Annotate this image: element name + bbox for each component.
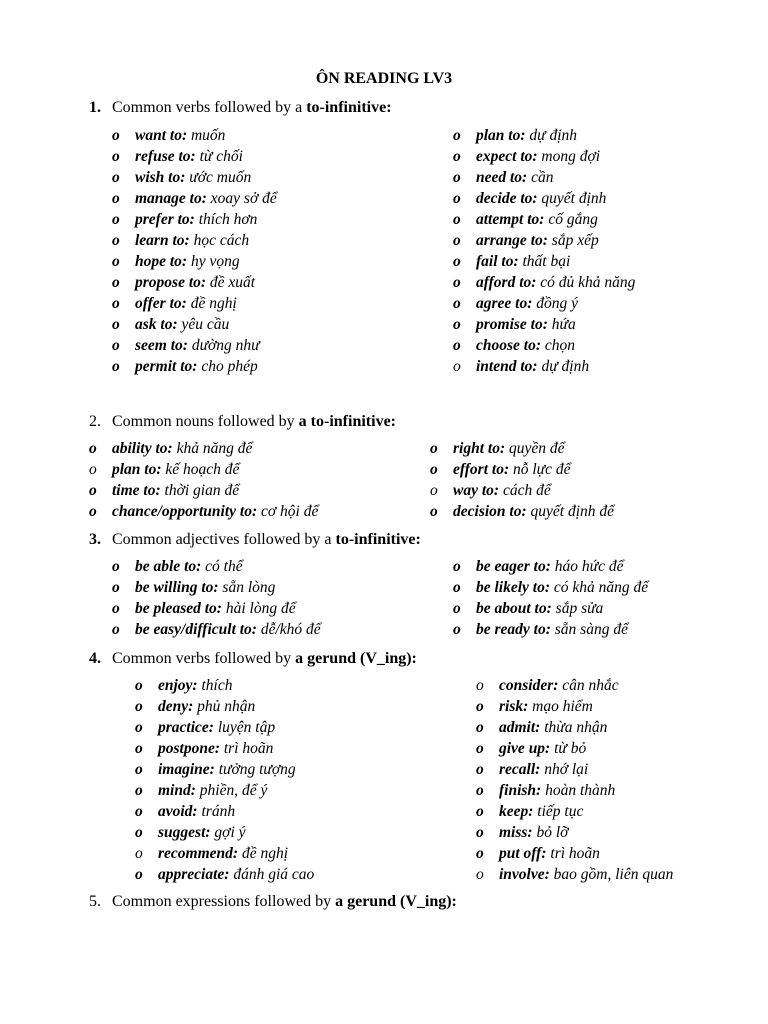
bullet-icon: o <box>476 761 484 778</box>
list-item <box>135 675 314 696</box>
list-item <box>476 738 673 759</box>
list-item-meaning: phiền, để ý <box>195 782 268 799</box>
list-item-term: plan to: <box>112 461 162 478</box>
list-item <box>135 864 314 885</box>
section-bold: to-infinitive: <box>306 99 392 116</box>
list-item-term: decision to: <box>453 503 527 520</box>
bullet-icon: o <box>453 211 461 228</box>
list-item-term: be willing to: <box>135 579 219 596</box>
list-item <box>112 556 321 577</box>
list-item-term: admit: <box>499 719 541 736</box>
bullet-icon: o <box>135 782 143 799</box>
list-item-term: recommend: <box>158 845 239 862</box>
list-item <box>112 167 277 188</box>
list-item-term: intend to: <box>476 358 538 375</box>
section-2-right-list <box>430 438 614 522</box>
list-item-term: permit to: <box>135 358 198 375</box>
bullet-icon: o <box>112 558 120 575</box>
list-item-term: be eager to: <box>476 558 551 575</box>
bullet-icon: o <box>453 295 461 312</box>
list-item-meaning: bao gồm, liên quan <box>549 866 674 883</box>
bullet-icon: o <box>453 169 461 186</box>
list-item <box>89 459 318 480</box>
bullet-icon: o <box>476 740 484 757</box>
section-number: 4. <box>89 650 101 667</box>
list-item-term: offer to: <box>135 295 187 312</box>
bullet-icon: o <box>453 558 461 575</box>
list-item <box>453 356 635 377</box>
list-item-term: effort to: <box>453 461 510 478</box>
list-item-term: finish: <box>499 782 542 799</box>
list-item-term: right to: <box>453 440 506 457</box>
list-item-meaning: mong đợi <box>537 148 601 165</box>
bullet-icon: o <box>112 579 120 596</box>
list-item-term: ask to: <box>135 316 178 333</box>
list-item <box>112 335 277 356</box>
list-item-meaning: dường như <box>187 337 260 354</box>
list-item-meaning: khả năng để <box>172 440 253 457</box>
list-item-term: be ready to: <box>476 621 551 638</box>
page-title: ÔN READING LV3 <box>315 70 453 87</box>
list-item <box>476 864 673 885</box>
list-item <box>135 759 314 780</box>
list-item-term: manage to: <box>135 190 207 207</box>
list-item <box>476 759 673 780</box>
list-item-meaning: cách để <box>499 482 551 499</box>
bullet-icon: o <box>453 621 461 638</box>
bullet-icon: o <box>135 866 143 883</box>
list-item <box>453 577 648 598</box>
section-number: 2. <box>89 413 101 430</box>
bullet-icon: o <box>135 719 143 736</box>
list-item <box>135 843 314 864</box>
list-item-term: expect to: <box>476 148 538 165</box>
section-bold: a gerund (V_ing): <box>335 893 457 910</box>
bullet-icon: o <box>453 316 461 333</box>
bullet-icon: o <box>453 274 461 291</box>
bullet-icon: o <box>112 358 120 375</box>
list-item <box>112 272 277 293</box>
list-item-term: practice: <box>158 719 214 736</box>
list-item-meaning: luyện tập <box>213 719 276 736</box>
list-item-term: afford to: <box>476 274 537 291</box>
bullet-icon: o <box>476 677 484 694</box>
section-3-heading <box>89 529 421 551</box>
list-item-term: promise to: <box>476 316 548 333</box>
bullet-icon: o <box>135 698 143 715</box>
list-item-meaning: đề xuất <box>206 274 256 291</box>
list-item-term: choose to: <box>476 337 542 354</box>
list-item <box>112 619 321 640</box>
list-item-meaning: chọn <box>541 337 576 354</box>
section-1-right-list <box>453 125 635 377</box>
list-item-meaning: cơ hội để <box>257 503 319 520</box>
list-item <box>135 738 314 759</box>
section-1-left-list <box>112 125 277 377</box>
list-item <box>453 251 635 272</box>
list-item-term: suggest: <box>158 824 211 841</box>
list-item <box>112 230 277 251</box>
list-item-term: imagine: <box>158 761 215 778</box>
bullet-icon: o <box>112 621 120 638</box>
bullet-icon: o <box>135 677 143 694</box>
list-item-term: be easy/difficult to: <box>135 621 257 638</box>
list-item <box>135 717 314 738</box>
section-number: 1. <box>89 99 101 116</box>
list-item-meaning: cần <box>527 169 554 186</box>
list-item <box>112 209 277 230</box>
list-item-meaning: tiếp tục <box>533 803 584 820</box>
list-item <box>476 822 673 843</box>
list-item <box>89 501 318 522</box>
bullet-icon: o <box>112 148 120 165</box>
bullet-icon: o <box>135 803 143 820</box>
list-item-meaning: đánh giá cao <box>229 866 315 883</box>
list-item-meaning: đề nghị <box>186 295 237 312</box>
list-item-meaning: hy vọng <box>187 253 240 270</box>
list-item-meaning: tránh <box>197 803 236 820</box>
section-number: 3. <box>89 531 101 548</box>
list-item <box>453 335 635 356</box>
list-item <box>453 188 635 209</box>
list-item <box>476 696 673 717</box>
list-item-term: fail to: <box>476 253 519 270</box>
list-item-meaning: thời gian để <box>160 482 240 499</box>
list-item <box>112 314 277 335</box>
list-item-term: be about to: <box>476 600 552 617</box>
bullet-icon: o <box>476 782 484 799</box>
list-item <box>453 146 635 167</box>
bullet-icon: o <box>135 740 143 757</box>
list-item-term: attempt to: <box>476 211 545 228</box>
bullet-icon: o <box>453 190 461 207</box>
list-item-term: time to: <box>112 482 161 499</box>
list-item-term: be able to: <box>135 558 202 575</box>
list-item <box>453 125 635 146</box>
list-item <box>112 146 277 167</box>
list-item-meaning: ước muốn <box>185 169 252 186</box>
bullet-icon: o <box>476 698 484 715</box>
list-item-term: appreciate: <box>158 866 230 883</box>
list-item-term: involve: <box>499 866 550 883</box>
list-item <box>430 501 614 522</box>
list-item-term: plan to: <box>476 127 526 144</box>
bullet-icon: o <box>453 579 461 596</box>
list-item <box>453 272 635 293</box>
list-item <box>453 598 648 619</box>
list-item-meaning: tưởng tượng <box>214 761 296 778</box>
bullet-icon: o <box>112 274 120 291</box>
list-item <box>476 801 673 822</box>
list-item-meaning: sẵn sàng để <box>550 621 628 638</box>
list-item-term: refuse to: <box>135 148 196 165</box>
list-item <box>135 822 314 843</box>
section-3-left-list <box>112 556 321 640</box>
section-bold: to-infinitive: <box>335 531 421 548</box>
bullet-icon: o <box>89 440 97 457</box>
bullet-icon: o <box>453 253 461 270</box>
list-item-meaning: có thể <box>201 558 243 575</box>
bullet-icon: o <box>112 253 120 270</box>
list-item-term: agree to: <box>476 295 533 312</box>
list-item <box>135 801 314 822</box>
list-item-term: arrange to: <box>476 232 548 249</box>
list-item-meaning: kế hoạch để <box>161 461 240 478</box>
list-item-meaning: từ bỏ <box>550 740 587 757</box>
list-item-term: prefer to: <box>135 211 195 228</box>
list-item-term: hope to: <box>135 253 188 270</box>
section-text: Common nouns followed by <box>112 413 299 430</box>
list-item <box>453 293 635 314</box>
list-item-meaning: hài lòng để <box>221 600 296 617</box>
bullet-icon: o <box>89 461 97 478</box>
list-item-term: postpone: <box>158 740 220 757</box>
list-item <box>453 314 635 335</box>
section-text: Common verbs followed by <box>112 650 296 667</box>
section-3-right-list <box>453 556 648 640</box>
bullet-icon: o <box>112 190 120 207</box>
list-item-meaning: dễ/khó để <box>256 621 321 638</box>
list-item <box>476 675 673 696</box>
list-item <box>430 438 614 459</box>
bullet-icon: o <box>453 600 461 617</box>
list-item-meaning: nỗ lực để <box>509 461 571 478</box>
bullet-icon: o <box>112 295 120 312</box>
list-item-meaning: thừa nhận <box>540 719 608 736</box>
list-item-meaning: yêu cầu <box>177 316 230 333</box>
bullet-icon: o <box>430 503 438 520</box>
list-item <box>476 780 673 801</box>
list-item-term: learn to: <box>135 232 190 249</box>
section-bold: a gerund (V_ing): <box>295 650 417 667</box>
list-item-meaning: cân nhắc <box>558 677 619 694</box>
list-item-meaning: mạo hiểm <box>528 698 593 715</box>
list-item-meaning: có đủ khả năng <box>536 274 636 291</box>
list-item-term: enjoy: <box>158 677 198 694</box>
section-1-heading <box>89 97 392 119</box>
list-item <box>112 598 321 619</box>
list-item-meaning: muốn <box>187 127 226 144</box>
list-item-meaning: thích hơn <box>194 211 258 228</box>
list-item <box>112 188 277 209</box>
list-item-term: mind: <box>158 782 196 799</box>
list-item <box>112 251 277 272</box>
list-item <box>112 293 277 314</box>
list-item-meaning: gợi ý <box>210 824 246 841</box>
list-item-meaning: trì hoãn <box>546 845 600 862</box>
bullet-icon: o <box>430 461 438 478</box>
list-item-term: way to: <box>453 482 500 499</box>
list-item <box>89 438 318 459</box>
list-item-term: wish to: <box>135 169 186 186</box>
section-4-right-list <box>476 675 673 885</box>
list-item-meaning: từ chối <box>195 148 243 165</box>
list-item <box>112 356 277 377</box>
list-item-term: be pleased to: <box>135 600 222 617</box>
list-item-meaning: bỏ lỡ <box>532 824 569 841</box>
list-item-term: give up: <box>499 740 551 757</box>
list-item-meaning: thích <box>197 677 233 694</box>
bullet-icon: o <box>453 127 461 144</box>
bullet-icon: o <box>430 482 438 499</box>
list-item <box>453 619 648 640</box>
list-item-meaning: hứa <box>547 316 576 333</box>
bullet-icon: o <box>135 761 143 778</box>
list-item-meaning: quyền để <box>505 440 565 457</box>
list-item <box>135 696 314 717</box>
list-item-meaning: sẵn lòng <box>218 579 276 596</box>
list-item-meaning: dự định <box>525 127 578 144</box>
list-item-meaning: cố gắng <box>544 211 598 228</box>
list-item-term: miss: <box>499 824 533 841</box>
list-item-meaning: hoàn thành <box>541 782 616 799</box>
bullet-icon: o <box>453 148 461 165</box>
list-item-meaning: dự định <box>537 358 590 375</box>
list-item-term: avoid: <box>158 803 198 820</box>
list-item-meaning: có khả năng để <box>550 579 649 596</box>
list-item-meaning: trì hoãn <box>220 740 274 757</box>
bullet-icon: o <box>453 358 461 375</box>
list-item-term: risk: <box>499 698 529 715</box>
section-text: Common expressions followed by <box>112 893 336 910</box>
list-item-term: need to: <box>476 169 528 186</box>
bullet-icon: o <box>112 232 120 249</box>
list-item <box>453 230 635 251</box>
section-number: 5. <box>89 893 101 910</box>
section-5-heading <box>89 891 457 913</box>
section-text: Common verbs followed by a <box>112 99 307 116</box>
bullet-icon: o <box>112 600 120 617</box>
bullet-icon: o <box>135 824 143 841</box>
bullet-icon: o <box>112 169 120 186</box>
list-item-term: consider: <box>499 677 559 694</box>
list-item-term: decide to: <box>476 190 538 207</box>
list-item <box>112 577 321 598</box>
section-text: Common adjectives followed by a <box>112 531 336 548</box>
list-item-meaning: sắp xếp <box>547 232 599 249</box>
list-item-meaning: học cách <box>189 232 250 249</box>
list-item-meaning: háo hức để <box>550 558 624 575</box>
list-item-term: seem to: <box>135 337 188 354</box>
list-item-term: ability to: <box>112 440 173 457</box>
bullet-icon: o <box>89 482 97 499</box>
bullet-icon: o <box>135 845 143 862</box>
list-item <box>430 480 614 501</box>
bullet-icon: o <box>112 337 120 354</box>
section-2-left-list <box>89 438 318 522</box>
list-item-meaning: phủ nhận <box>193 698 256 715</box>
list-item-meaning: sắp sửa <box>551 600 604 617</box>
bullet-icon: o <box>453 337 461 354</box>
bullet-icon: o <box>112 316 120 333</box>
list-item-meaning: đề nghị <box>238 845 289 862</box>
list-item-meaning: xoay sở để <box>206 190 277 207</box>
section-4-left-list <box>135 675 314 885</box>
list-item <box>453 209 635 230</box>
list-item <box>89 480 318 501</box>
bullet-icon: o <box>476 803 484 820</box>
list-item-meaning: đồng ý <box>532 295 579 312</box>
list-item <box>476 843 673 864</box>
list-item-meaning: nhớ lại <box>540 761 589 778</box>
list-item-term: chance/opportunity to: <box>112 503 258 520</box>
list-item-term: want to: <box>135 127 188 144</box>
section-4-heading <box>89 648 417 670</box>
bullet-icon: o <box>476 845 484 862</box>
list-item <box>112 125 277 146</box>
list-item-term: be likely to: <box>476 579 551 596</box>
list-item-term: keep: <box>499 803 534 820</box>
list-item-term: recall: <box>499 761 541 778</box>
section-bold: a to-infinitive: <box>298 413 396 430</box>
list-item-term: deny: <box>158 698 194 715</box>
list-item-meaning: quyết định <box>537 190 607 207</box>
section-2-heading <box>89 411 396 433</box>
list-item-meaning: thất bại <box>518 253 571 270</box>
bullet-icon: o <box>89 503 97 520</box>
list-item <box>430 459 614 480</box>
list-item <box>453 556 648 577</box>
list-item-term: put off: <box>499 845 547 862</box>
bullet-icon: o <box>430 440 438 457</box>
list-item-meaning: cho phép <box>197 358 258 375</box>
bullet-icon: o <box>112 127 120 144</box>
bullet-icon: o <box>453 232 461 249</box>
list-item-meaning: quyết định để <box>526 503 615 520</box>
list-item <box>453 167 635 188</box>
bullet-icon: o <box>476 719 484 736</box>
bullet-icon: o <box>476 866 484 883</box>
bullet-icon: o <box>112 211 120 228</box>
list-item <box>476 717 673 738</box>
list-item-term: propose to: <box>135 274 207 291</box>
bullet-icon: o <box>476 824 484 841</box>
list-item <box>135 780 314 801</box>
